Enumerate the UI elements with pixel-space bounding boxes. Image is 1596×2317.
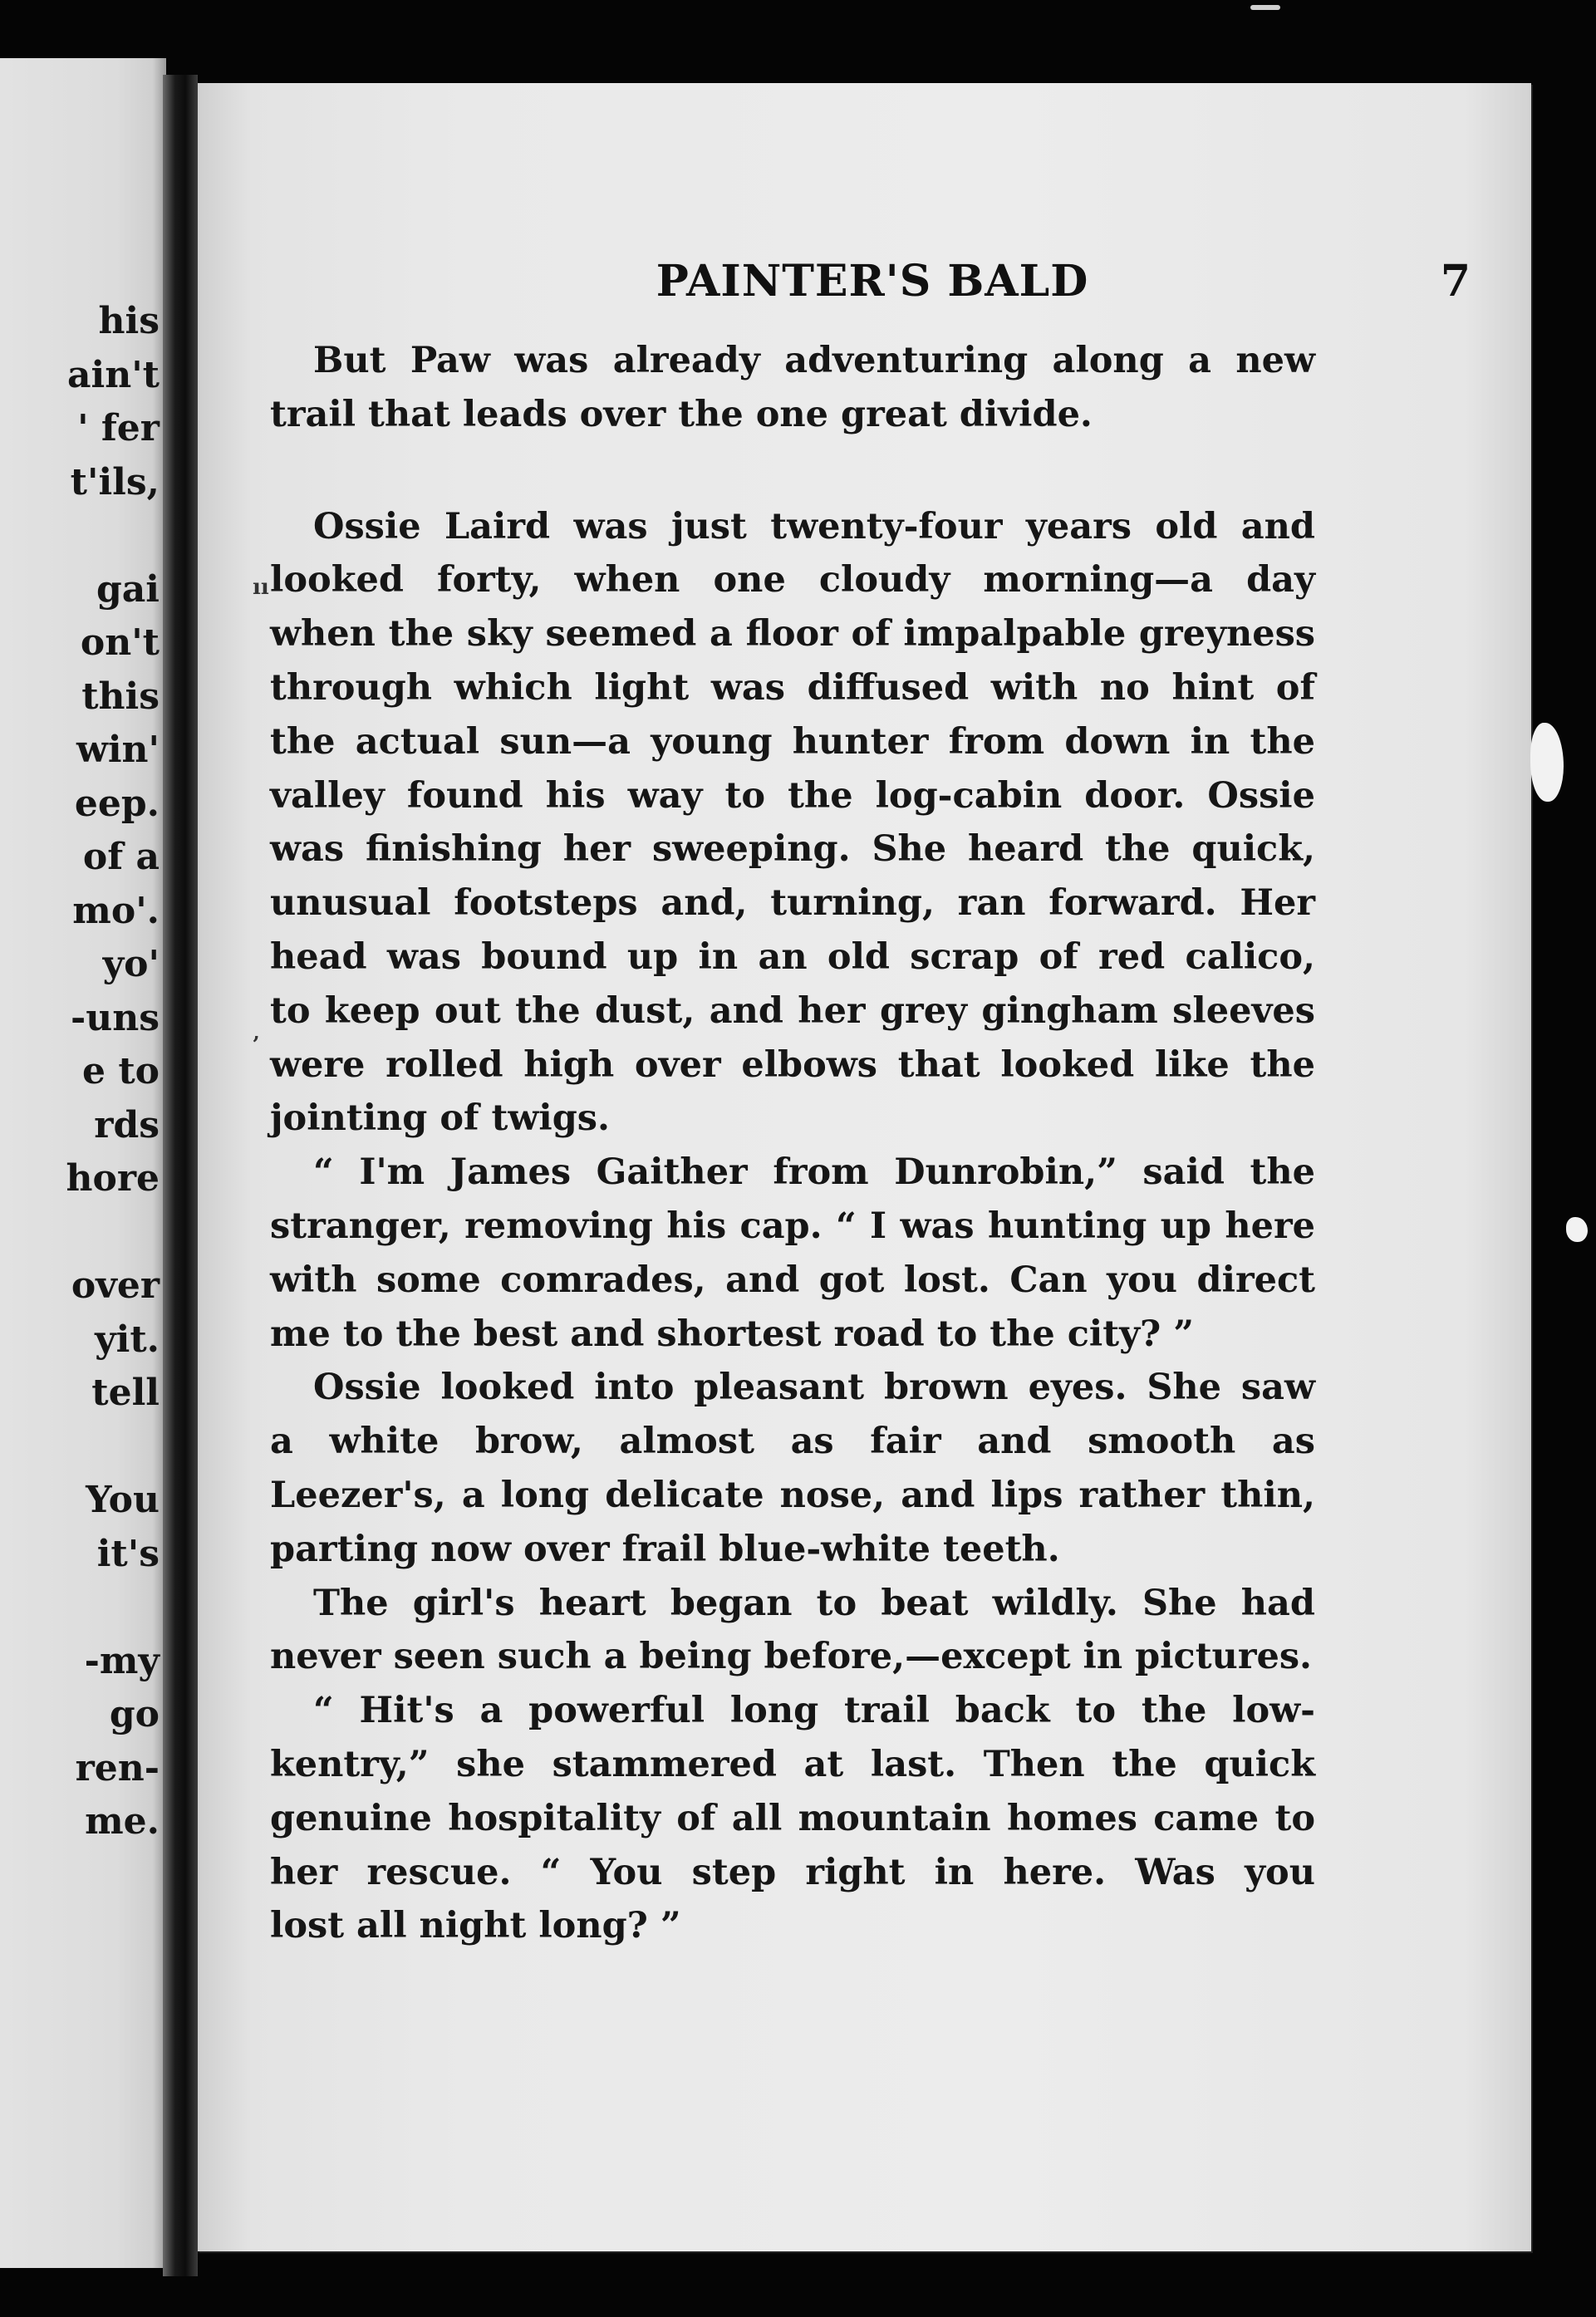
- body-line: “ Hit's a powerful long trail back to the low-: [313, 1690, 1315, 1732]
- left-page-fragment: [0, 1206, 160, 1260]
- margin-mark: ıı: [253, 575, 269, 600]
- body-line: looked forty, when one cloudy morning—a day: [270, 559, 1315, 601]
- body-line: The girl's heart began to beat wildly. She had: [313, 1582, 1315, 1624]
- left-page-fragment: hore: [66, 1157, 160, 1200]
- left-page-fragment: gai: [96, 567, 160, 611]
- paragraph-gap: [270, 442, 1315, 500]
- body-line: with some comrades, and got lost. Can you direct: [270, 1259, 1315, 1301]
- left-page-fragment: rds: [94, 1103, 160, 1146]
- body-line: when the sky seemed a floor of impalpable greyness: [270, 613, 1315, 655]
- left-page-fragment: win': [76, 729, 160, 771]
- left-page-fragment: ' fer: [77, 407, 160, 449]
- left-page-fragment: You: [86, 1479, 160, 1521]
- left-page-fragment: his: [98, 300, 160, 342]
- left-page-fragment: e to: [82, 1050, 160, 1092]
- left-page-fragment: yo': [102, 943, 160, 985]
- page-edge-blotch: [1530, 723, 1564, 802]
- left-page-fragment: mo'.: [72, 889, 160, 932]
- body-line: “ I'm James Gaither from Dunrobin,” said the: [313, 1151, 1315, 1194]
- body-line: stranger, removing his cap. “ I was hunting up here: [270, 1205, 1315, 1247]
- body-line: her rescue. “ You step right in here. Was you: [270, 1851, 1315, 1893]
- body-line: head was bound up in an old scrap of red calico,: [270, 935, 1315, 978]
- left-page-fragment: yit.: [95, 1318, 160, 1361]
- body-line: to keep out the dust, and her grey gingham sleeves: [270, 989, 1315, 1032]
- body-line: me to the best and shortest road to the city? ”: [270, 1313, 1194, 1355]
- left-page-fragment: this: [81, 675, 160, 718]
- body-line: kentry,” she stammered at last. Then the quick: [270, 1743, 1315, 1785]
- left-page-fragment: over: [71, 1264, 160, 1307]
- left-page-fragment: on't: [80, 621, 160, 664]
- left-page-fragment: -my: [84, 1639, 160, 1682]
- body-line: a white brow, almost as fair and smooth as: [270, 1421, 1315, 1463]
- body-line: never seen such a being before,—except in pictures.: [270, 1636, 1313, 1678]
- left-page-fragment: go: [109, 1693, 160, 1735]
- body-line: unusual footsteps and, turning, ran forward. Her: [270, 882, 1315, 925]
- left-page-fragment: it's: [96, 1532, 160, 1575]
- body-line: Ossie looked into pleasant brown eyes. She saw: [313, 1367, 1315, 1409]
- body-line: jointing of twigs.: [270, 1097, 610, 1140]
- body-line: were rolled high over elbows that looked like the: [270, 1043, 1315, 1086]
- left-page-fragment: ain't: [66, 353, 160, 396]
- margin-mark: ‚: [253, 1020, 261, 1045]
- left-facing-page: [0, 58, 166, 2268]
- running-title: PAINTER'S BALD: [656, 256, 1089, 307]
- left-page-fragment: [0, 1421, 160, 1475]
- page-header: [274, 256, 1471, 322]
- left-page-fragment: of a: [82, 836, 160, 878]
- body-line: valley found his way to the log-cabin door. Ossie: [270, 774, 1315, 817]
- left-page-line-fragments: [0, 295, 160, 1849]
- body-line: was finishing her sweeping. She heard the quick,: [270, 828, 1315, 871]
- left-page-fragment: -uns: [70, 996, 160, 1039]
- body-line: parting now over frail blue-white teeth.: [270, 1528, 1060, 1570]
- book-gutter: [163, 75, 198, 2276]
- left-page-fragment: ren-: [75, 1746, 160, 1789]
- body-line: the actual sun—a young hunter from down in the: [270, 720, 1315, 763]
- body-line: genuine hospitality of all mountain homes came to: [270, 1797, 1315, 1839]
- left-page-fragment: t'ils,: [70, 460, 160, 503]
- left-page-fragment: eep.: [74, 782, 160, 825]
- body-line: But Paw was already adventuring along a new: [313, 340, 1315, 381]
- left-page-fragment: [0, 1581, 160, 1635]
- body-text: [270, 334, 1315, 1953]
- left-page-fragment: [0, 509, 160, 563]
- body-line: Ossie Laird was just twenty-four years old and: [313, 505, 1315, 547]
- scan-speck: [1250, 5, 1280, 10]
- body-line: lost all night long? ”: [270, 1905, 681, 1947]
- page-edge-blotch: [1566, 1217, 1588, 1242]
- body-line: trail that leads over the one great divide.: [270, 393, 1093, 435]
- body-line: through which light was diffused with no hint of: [270, 666, 1315, 709]
- left-page-fragment: tell: [91, 1372, 160, 1414]
- page-number: 7: [1440, 256, 1471, 307]
- left-page-fragment: me.: [85, 1800, 160, 1843]
- body-line: Leezer's, a long delicate nose, and lips rather thin,: [270, 1474, 1315, 1516]
- right-page: [198, 83, 1531, 2251]
